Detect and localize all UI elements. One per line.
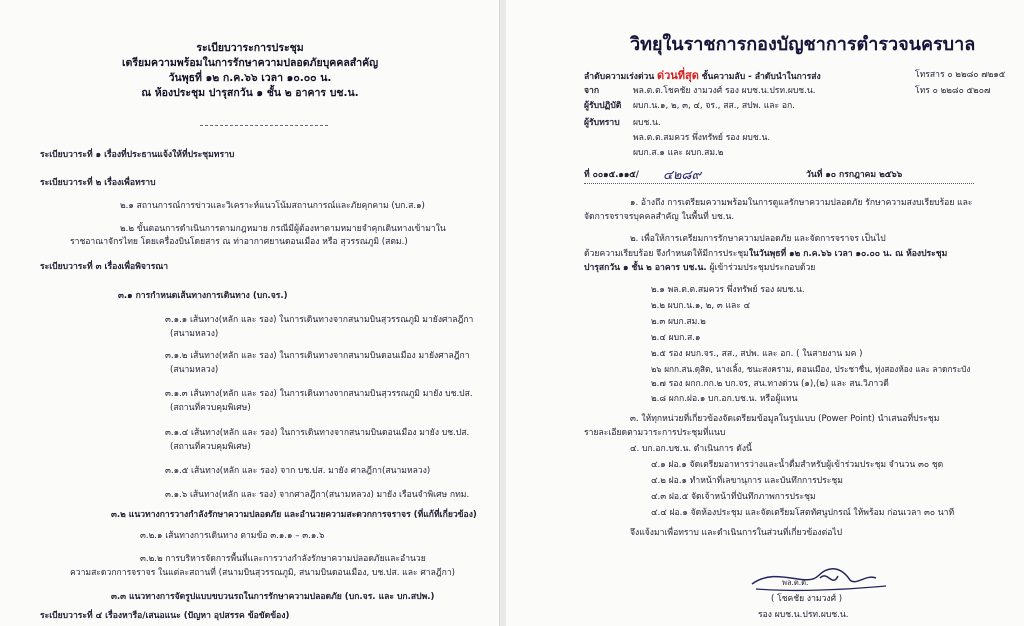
agenda-title-line-3: วันพุธที่ ๑๒ ก.ค.๖๖ เวลา ๑๐.๐๐ น. [168, 72, 332, 84]
para-2-intro: ด้วยความเรียบร้อย จึงกำหนดให้มีการประชุม [584, 249, 749, 259]
recipients-value: ผบก.น.๑, ๒, ๓, ๔, จร., สส., สปพ. และ อก. [633, 101, 795, 111]
para-2-line-1: ๒. เพื่อให้การเตรียมการรักษาความปลอดภัย และจัดการจราจร เป็นไป [630, 234, 886, 244]
item-3-1-4-line-1: ๓.๑.๔ เส้นทาง(หลัก และ รอง) ในการเดินทางจากสนามบินดอนเมือง มายัง บช.ปส. [165, 428, 470, 438]
para-4: ๔. บก.อก.บช.น. ดำเนินการ ดังนี้ [630, 444, 752, 454]
memo-date: วันที่ ๑๐ กรกฎาคม ๒๕๖๖ [806, 170, 903, 180]
attendee-1: ๒.๑ พล.ต.ต.สมควร พึ่งทรัพย์ รอง ผบช.น. [651, 285, 805, 295]
signatory-position: รอง ผบช.น.ปรท.ผบช.น. [758, 610, 849, 620]
fax-number: โทรสาร ๐ ๒๒๘๐ ๗๒๑๕ [915, 70, 1006, 80]
agenda-title-line-2: เตรียมความพร้อมในการรักษาความปลอดภัยบุคคลสำคัญ [121, 57, 379, 69]
from-label: จาก [584, 86, 600, 96]
item-3-2-2-line-1: ๓.๒.๒ การบริหารจัดการพื้นที่และการวางกำลังรักษาความปลอดภัยและอำนวย [140, 554, 426, 564]
urgency-row [584, 70, 821, 83]
agenda-2-1: ๒.๑ สถานการณ์การข่าวและวิเคราะห์แนวโน้มสถานการณ์และภัยคุกคาม (บก.ส.๑) [120, 201, 425, 211]
header-rule [584, 183, 974, 184]
agenda-2-2-line-1: ๒.๒ ขั้นตอนการดำเนินการตามกฎหมาย กรณีมีผู้ต้องหาตามหมายจำคุกเดินทางเข้ามาใน [120, 224, 446, 234]
task-4-4: ๔.๔ ฝอ.๑ จัดห้องประชุม และจัดเตรียมโสตทัศนูปกรณ์ ให้พร้อม ก่อนเวลา ๓๐ นาที [651, 508, 955, 518]
signature-rank: พล.ต.ต. [782, 578, 809, 587]
phone-number: โทร ๐ ๒๒๘๐ ๕๒๐๗ [915, 86, 991, 96]
para-2-line-3 [584, 263, 815, 274]
item-3-1-4-line-2: (สถานที่ควบคุมพิเศษ) [170, 442, 251, 452]
recipients-label: ผู้รับปฏิบัติ [584, 101, 622, 111]
item-3-1-2-line-2: (สนามหลวง) [170, 365, 219, 375]
item-3-1-6: ๓.๑.๖ เส้นทาง(หลัก และ รอง) จากศาลฎีกา(สนามหลวง) มายัง เรือนจำพิเศษ กทม. [165, 490, 470, 500]
para-2-line-2 [584, 249, 947, 260]
item-3-1-5: ๓.๑.๕ เส้นทาง(หลัก และ รอง) จาก บช.ปส. มายัง ศาลฎีกา(สนามหลวง) [165, 466, 431, 476]
secrecy-label: ชั้นความลับ - ลำดับนำในการส่ง [701, 72, 821, 82]
task-4-1: ๔.๑ ฝอ.๑ จัดเตรียมอาหารว่างและน้ำดื่มสำหรับผู้เข้าร่วมประชุม จำนวน ๓๐ ชุด [651, 460, 944, 470]
agenda-page [0, 0, 500, 626]
meeting-room: ปารุสกวัน ๑ ชั้น ๒ อาคาร บช.น. [584, 263, 707, 273]
attendee-2: ๒.๒ ผบก.น.๑, ๒, ๓ และ ๔ [651, 301, 751, 311]
task-4-3: ๔.๓ ฝอ.๕ จัดเจ้าหน้าที่บันทึกภาพการประชุม [651, 492, 816, 502]
item-3-1-3-line-1: ๓.๑.๓ เส้นทาง(หลัก และ รอง) ในการเดินทางจากสนามบินสุวรรณภูมิ มายัง บช.ปส. [165, 389, 473, 399]
agenda-item-1: ระเบียบวาระที่ ๑ เรื่องที่ประธานแจ้งให้ที่ประชุมทราบ [40, 150, 235, 160]
reference-number: ที่ ๐๐๑๕.๑๑๕/ [584, 170, 639, 180]
title-divider [200, 125, 328, 126]
reference-handwritten: ๔๒๘๙ [663, 168, 701, 183]
section-3-1: ๓.๑ การกำหนดเส้นทางการเดินทาง (บก.จร.) [118, 291, 288, 301]
agenda-item-4: ระเบียบวาระที่ ๔ เรื่องหารือ/เสนอแนะ (ปัญหา อุปสรรค ข้อขัดข้อง) [40, 611, 290, 621]
memo-heading: วิทยุในราชการกองบัญชาการตำรวจนครบาล [630, 34, 976, 55]
attendee-8: ๒.๘ ผกก.ฝอ.๑ บก.อก.บช.น. หรือผู้แทน [651, 394, 798, 404]
meeting-time: ในวันพุธที่ ๑๒ ก.ค.๖๖ เวลา ๑๐.๐๐ น. ณ ห้องประชุม [748, 249, 948, 259]
agenda-item-3: ระเบียบวาระที่ ๓ เรื่องเพื่อพิจารณา [40, 262, 169, 272]
radio-memo-page [506, 0, 1024, 626]
item-3-1-3-line-2: (สถานที่ควบคุมพิเศษ) [170, 403, 251, 413]
para-1-line-1: ๑. อ้างถึง การเตรียมความพร้อมในการดูแลรักษาความปลอดภัย รักษาความสงบเรียบร้อย และ [630, 198, 973, 208]
item-3-1-1-line-1: ๓.๑.๑ เส้นทาง(หลัก และ รอง) ในการเดินทางจากสนามบินสุวรรณภูมิ มายังศาลฎีกา [165, 315, 474, 325]
agenda-item-2: ระเบียบวาระที่ ๒ เรื่องเพื่อทราบ [40, 178, 156, 188]
item-3-2-1: ๓.๒.๑ เส้นทางการเดินทาง ตามข้อ ๓.๑.๑ – ๓.๑.๖ [140, 531, 325, 541]
item-3-1-1-line-2: (สนามหลวง) [170, 329, 219, 339]
signatory-name: ( โชคชัย งามวงศ์ ) [771, 594, 843, 604]
agenda-title-line-4: ณ ห้องประชุม ปารุสกวัน ๑ ชั้น ๒ อาคาร บช.น. [141, 87, 359, 99]
signature-mark [746, 562, 896, 596]
closing-line: จึงแจ้งมาเพื่อทราบ และดำเนินการในส่วนที่เกี่ยวข้องต่อไป [630, 528, 843, 538]
cc-label: ผู้รับทราบ [584, 118, 620, 128]
urgency-label: ลำดับความเร่งด่วน [584, 72, 655, 82]
task-4-2: ๔.๒ ฝอ.๑ ทำหน้าที่เลขานุการ และบันทึกการประชุม [651, 476, 843, 486]
from-value: พล.ต.ต.โชคชัย งามวงศ์ รอง ผบช.น.ปรท.ผบช.น. [633, 86, 816, 96]
item-3-2-2-line-2: ความสะดวกการจราจร ในแต่ละสถานที่ (สนามบินสุวรรณภูมิ, สนามบินดอนเมือง, บช.ปส. และ ศาลฎีกา) [70, 568, 456, 578]
cc-value-1: ผบช.น. [633, 118, 661, 128]
urgency-badge: ด่วนที่สุด [656, 69, 699, 82]
para-3-line-2: รายละเอียดตามวาระการประชุมที่แนบ [584, 428, 726, 438]
attendee-3: ๒.๓ ผบก.สม.๒ [651, 317, 706, 327]
para-1-line-2: จัดการจราจรบุคคลสำคัญ ในพื้นที่ บช.น. [584, 212, 735, 222]
section-3-3: ๓.๓ แนวทางการจัดรูปแบบขบวนรถในการรักษาความปลอดภัย (บก.จร. และ บก.สปพ.) [111, 592, 435, 602]
attendee-5: ๒.๕ รอง ผบก.จร., สส., สปพ. และ อก. ( ในสายงาน มค ) [651, 349, 863, 359]
agenda-title-line-1: ระเบียบวาระการประชุม [196, 42, 304, 54]
cc-value-2: พล.ต.ต.สมควร พึ่งทรัพย์ รอง ผบช.น. [633, 133, 771, 143]
item-3-1-2-line-1: ๓.๑.๒ เส้นทาง(หลัก และ รอง) ในการเดินทางจากสนามบินดอนเมือง มายังศาลฎีกา [165, 351, 470, 361]
cc-value-3: ผบก.ส.๑ และ ผบก.สม.๒ [633, 148, 724, 158]
agenda-2-2-line-2: ราชอาณาจักรไทย โดยเครื่องบินโดยสาร ณ ท่าอากาศยานดอนเมือง หรือ สุวรรณภูมิ (สตม.) [70, 237, 408, 247]
attendee-4: ๒.๔ ผบก.ส.๑ [651, 333, 701, 343]
section-3-2: ๓.๒ แนวทางการวางกำลังรักษาความปลอดภัย และอำนวยความสะดวกการจราจร (ที่แก้ที่เกี่ยวข้อง) [111, 510, 477, 520]
attendee-7: ๒.๗ รอง ผกก.กก.๒ บก.จร, สน.ทางด่วน (๑),(๒) และ สน.วิภาวดี [651, 379, 889, 389]
attendee-6: ๒๖ ผกก.สน.ดุสิต, นางเลิ้ง, ชนะสงคราม, ดอนเมือง, ประชาชื่น, ทุ่งสองห้อง และ ลาดกระบัง [651, 364, 971, 374]
para-3-line-1: ๓. ให้ทุกหน่วยที่เกี่ยวข้องจัดเตรียมข้อมูลในรูปแบบ (Power Point) นำเสนอที่ประชุม [630, 414, 940, 424]
attendees-intro: ผู้เข้าร่วมประชุมประกอบด้วย [706, 263, 816, 273]
